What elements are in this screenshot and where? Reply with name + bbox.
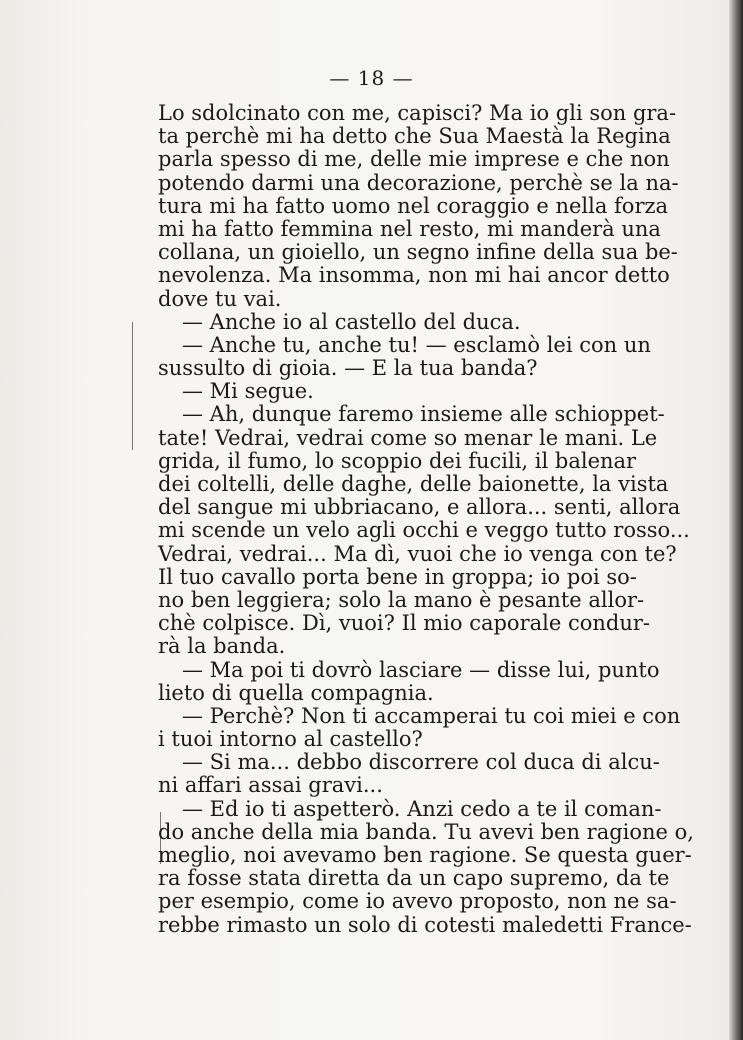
text-line: ni affari assai gravi... — [158, 773, 383, 798]
text-line: dove tu vai. — [158, 286, 282, 311]
text-line: grida, il fumo, lo scoppio dei fucili, il balenar — [158, 448, 637, 473]
text-line: i tuoi intorno al castello? — [158, 727, 423, 752]
text-line: per esempio, come io avevo proposto, non ne sa- — [158, 889, 677, 914]
text-line: Vedrai, vedrai... Ma dì, vuoi che io venga con te? — [158, 541, 677, 566]
text-line: dei coltelli, delle daghe, delle baionette, la vista — [158, 472, 669, 496]
text-line: tura mi ha fatto uomo nel coraggio e nella forza — [158, 193, 669, 218]
page-number: — 18 — — [329, 66, 414, 90]
text-line: parla spesso di me, delle mie imprese e che non — [158, 147, 670, 172]
text-line: rebbe rimasto un solo di cotesti maledetti France- — [158, 912, 692, 937]
text-line: sussulto di gioia. — E la tua banda? — [158, 356, 538, 381]
text-line: — Anche tu, anche tu! — esclamò lei con un — [182, 332, 651, 357]
text-line: meglio, noi avevamo ben ragione. Se questa guer- — [158, 843, 692, 867]
text-line: del sangue mi ubbriacano, e allora... senti, allora — [158, 495, 681, 520]
text-line: chè colpisce. Dì, vuoi? Il mio caporale condur- — [158, 611, 650, 636]
text-line: ta perchè mi ha detto che Sua Maestà la Regina — [158, 124, 671, 149]
text-line: — Mi segue. — [182, 379, 314, 404]
text-line: mi ha fatto femmina nel resto, mi manderà una — [158, 216, 661, 241]
text-line: — Perchè? Non ti accamperai tu coi miei e con — [182, 703, 681, 728]
text-line: Il tuo cavallo porta bene in groppa; io poi so- — [158, 564, 637, 589]
body-text — [158, 102, 708, 937]
text-line: — Ed io ti aspetterò. Anzi cedo a te il coman- — [182, 796, 662, 821]
text-line: potendo darmi una decorazione, perchè se la na- — [158, 170, 679, 195]
text-line: mi scende un velo agli occhi e veggo tutto rosso... — [158, 518, 690, 543]
page-edge-shadow — [729, 0, 743, 1040]
text-line: — Si ma... debbo discorrere col duca di alcu- — [182, 750, 660, 775]
text-line: collana, un gioiello, un segno infine della sua be- — [158, 240, 678, 265]
text-line: — Ah, dunque faremo insieme alle schioppet- — [182, 402, 665, 427]
text-line: — Anche io al castello del duca. — [182, 309, 521, 334]
text-line: ra fosse stata diretta da un capo supremo, da te — [158, 866, 670, 891]
text-line: — Ma poi ti dovrò lasciare — disse lui, punto — [182, 657, 660, 682]
text-line: no ben leggiera; solo la mano è pesante allor- — [158, 587, 645, 612]
text-line: nevolenza. Ma insomma, non mi hai ancor detto — [158, 263, 670, 288]
text-line: tate! Vedrai, vedrai come so menar le mani. Le — [158, 425, 658, 450]
margin-pencil-mark — [132, 322, 133, 450]
text-line: Lo sdolcinato con me, capisci? Ma io gli son gra- — [158, 101, 677, 125]
text-line: rà la banda. — [158, 634, 286, 659]
text-line: lieto di quella compagnia. — [158, 680, 434, 705]
text-line: do anche della mia banda. Tu avevi ben ragione o, — [158, 819, 694, 844]
